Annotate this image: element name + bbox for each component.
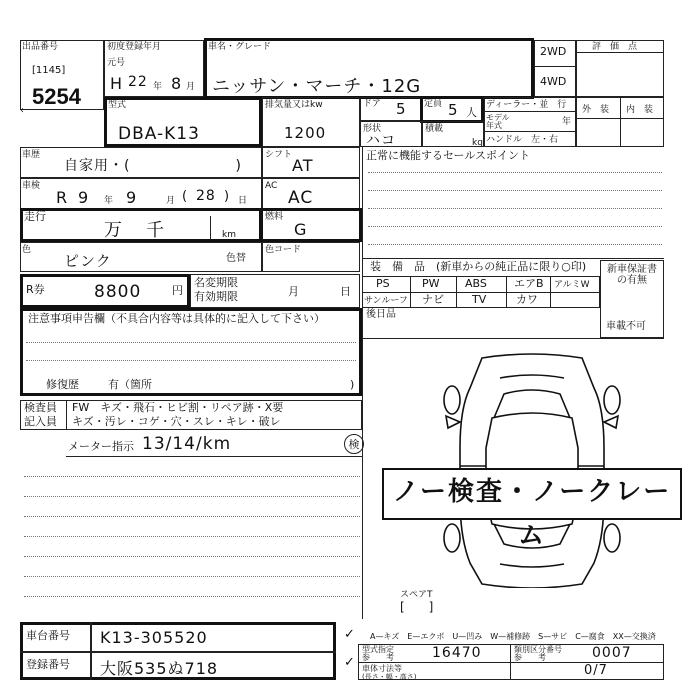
repaint-label: 色替	[226, 253, 246, 264]
color-label: 色	[22, 245, 32, 255]
chassis-value: K13-305520	[100, 628, 208, 647]
inspection-month-unit: 月	[166, 196, 176, 206]
color-value: ピンク	[64, 252, 112, 270]
warranty-label: 新車保証書の有無	[607, 264, 657, 286]
inspection-label: 車検	[22, 181, 41, 191]
interior-label: 内 装	[626, 105, 654, 115]
year-value: 22	[128, 74, 148, 90]
model-year-label: モデル年式	[486, 113, 510, 130]
shape-label: 形状	[363, 124, 382, 134]
dealer-label: ディーラー・並 行	[486, 100, 567, 110]
mileage-man: 万	[104, 220, 123, 241]
era-value: H	[110, 74, 124, 93]
ken-mark: 検	[344, 434, 364, 454]
model-value: DBA-K13	[118, 124, 200, 144]
model-year-unit: 年	[562, 117, 572, 127]
inspection-month: 9	[126, 188, 138, 207]
dims-value: 0/7	[584, 663, 608, 678]
recycle-label: R券	[26, 283, 45, 296]
dims-sub: (長さ・幅・高さ)	[362, 673, 417, 681]
handle-label: ハンドル 左・右	[486, 135, 559, 145]
drive-4wd: 4WD	[540, 75, 567, 88]
selling-points-label: 正常に機能するセールスポイント	[366, 149, 531, 162]
doors-label: ドア	[363, 99, 381, 109]
after-label: 後日品	[366, 309, 396, 320]
ac-value: AC	[288, 188, 314, 208]
expiry-month-unit: 月	[288, 285, 299, 298]
year-unit: 年	[153, 82, 163, 92]
lot-number-label: 出品番号	[22, 42, 59, 52]
inspection-year: 9	[78, 188, 90, 207]
equip-airbag: エアB	[514, 277, 544, 290]
equipment-title: 装 備 品 (新車からの純正品に限り○印)	[370, 260, 587, 273]
class-value: 0007	[592, 645, 632, 661]
shift-value: AT	[292, 156, 314, 175]
legend-line-1: FW キズ・飛石・ヒビ割・リペア跡・X要	[72, 401, 284, 414]
class-label: 類別区分番号	[514, 645, 562, 654]
repair-close: )	[350, 378, 355, 391]
displacement-value: 1200	[284, 124, 327, 142]
mileage-label: 走行	[24, 210, 46, 223]
damage-legend: A—キズ E—エクボ U—凹み W—補修跡 S—サビ C—腐食 XX—交換済	[370, 632, 656, 641]
color-code-label: 色コード	[265, 245, 302, 255]
recycle-unit: 円	[172, 284, 183, 297]
chassis-check-icon: ✓	[344, 627, 355, 642]
month-unit: 月	[186, 82, 196, 92]
lot-tick: ‹	[20, 105, 24, 116]
lot-number-small: [1145]	[32, 65, 66, 76]
equip-tv: TV	[472, 293, 487, 306]
equip-abs: ABS	[465, 277, 487, 290]
meter-label: メーター指示	[68, 440, 134, 453]
plate-check-icon: ✓	[344, 655, 355, 670]
capacity-unit: 人	[466, 106, 477, 119]
shape-value: ハコ	[366, 133, 396, 149]
legend-line-2: キズ・汚レ・コゲ・穴・スレ・キレ・破レ	[72, 415, 281, 428]
equip-leather: カワ	[516, 293, 538, 306]
spare-tire-bracket: [ ]	[400, 600, 434, 614]
displacement-label: 排気量又はkw	[265, 100, 323, 110]
doors-value: 5	[396, 100, 407, 118]
model-label: 型式	[108, 100, 127, 110]
lot-number: 5254	[32, 84, 81, 109]
car-name-value: ニッサン・マーチ・12G	[212, 76, 422, 97]
dims-label: 車体寸法等	[362, 664, 402, 673]
history-label: 車歴	[22, 150, 41, 160]
writer-label: 記入員	[24, 415, 57, 428]
load-unit: kg	[472, 138, 483, 148]
ac-label: AC	[265, 181, 278, 191]
era-label: 元号	[107, 58, 126, 68]
meigi-label: 名変期限	[194, 276, 238, 289]
inspection-era: R	[56, 188, 69, 207]
shift-label: シフト	[265, 150, 293, 160]
equip-pw: PW	[422, 277, 440, 290]
inspection-day: 28	[196, 188, 216, 204]
month-value: 8	[171, 74, 183, 93]
expiry-day-unit: 日	[340, 285, 351, 298]
no-inspection-stamp: ノー検査・ノークレーム	[382, 468, 682, 520]
spare-tire-label: スペアT	[400, 590, 433, 600]
type-spec-value: 16470	[432, 645, 482, 661]
exterior-label: 外 装	[582, 105, 610, 115]
recycle-value: 8800	[94, 282, 142, 302]
equip-navi: ナビ	[422, 293, 444, 306]
ref-label-1: 参 考	[362, 653, 394, 662]
repair-value: 有（箇所	[108, 378, 152, 391]
notes-title: 注意事項申告欄（不具合内容等は具体的に記入して下さい）	[28, 312, 325, 325]
type-spec-label: 型式指定	[362, 645, 394, 654]
inspector-label: 検査員	[24, 401, 57, 414]
inspection-year-unit: 年	[104, 196, 114, 206]
mileage-sen: 千	[146, 220, 165, 241]
yuko-label: 有効期限	[194, 290, 238, 303]
history-value: 自家用・( )	[64, 158, 242, 174]
meter-value: 13/14/km	[142, 434, 232, 454]
equip-alloy: アルミW	[554, 280, 590, 290]
load-label: 積載	[425, 124, 444, 134]
car-name-label: 車名・グレード	[208, 42, 272, 52]
drive-2wd: 2WD	[540, 45, 567, 58]
rating-label: 評 価 点	[592, 42, 638, 52]
equip-sunroof: サンルーフ	[364, 296, 408, 306]
ref-label-2: 参 考	[514, 653, 546, 662]
no-manual-label: 車載不可	[606, 321, 646, 332]
repair-label: 修復歴	[46, 378, 79, 391]
capacity-value: 5	[448, 101, 459, 119]
plate-value: 大阪535ぬ718	[100, 659, 219, 678]
equip-ps: PS	[376, 277, 390, 290]
mileage-km: km	[222, 230, 236, 240]
fuel-value: G	[294, 220, 308, 239]
first-registration-label: 初度登録年月	[107, 42, 162, 52]
chassis-label: 車台番号	[26, 629, 70, 642]
inspection-day-unit: 日	[238, 196, 248, 206]
capacity-label: 定員	[424, 99, 443, 109]
fuel-label: 燃料	[265, 212, 284, 222]
plate-label: 登録番号	[26, 658, 70, 671]
